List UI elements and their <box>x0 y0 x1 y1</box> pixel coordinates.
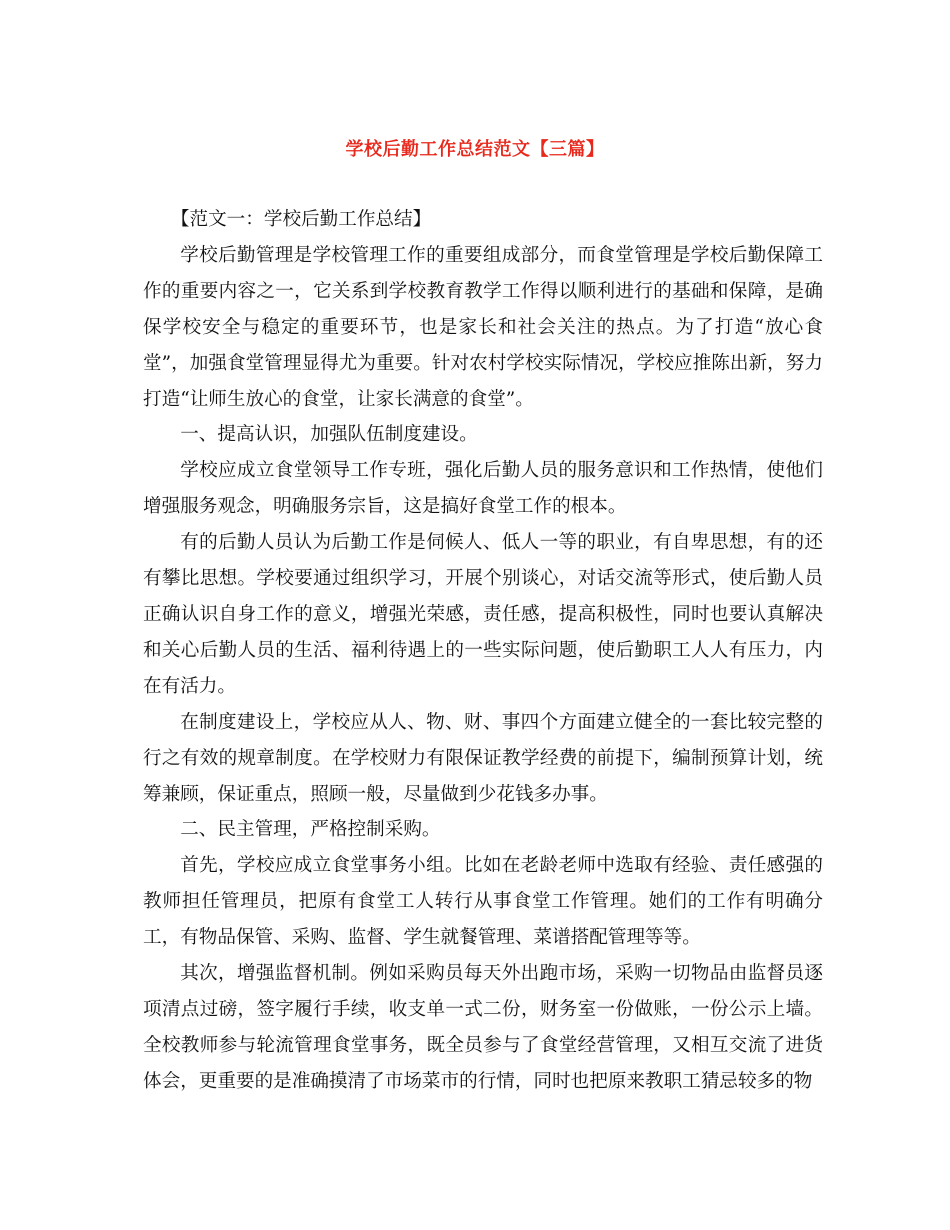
paragraph-rules-system: 在制度建设上，学校应从人、物、财、事四个方面建立健全的一套比较完整的行之有效的规章制度。在学校财力有限保证教学经费的前提下，编制预算计划，统筹兼顾，保证重点，照顾一般，尽量做到少花钱多办事。 <box>143 711 823 805</box>
section-heading-example-one: 【范文一：学校后勤工作总结】 <box>170 209 432 230</box>
paragraph-supervision: 其次，增强监督机制。例如采购员每天外出跑市场，采购一切物品由监督员逐项清点过磅，签字履行手续，收支单一式二份，财务室一份做账，一份公示上墙。全校教师参与轮流管理食堂事务，既全员参与了食堂经营管理，又相互交流了进货体会，更重要的是准确摸清了市场菜市的行情，同时也把原来教职工猜忌较多的物 <box>143 963 823 1092</box>
heading-point-two: 二、民主管理，严格控制采购。 <box>180 819 441 841</box>
paragraph-intro: 学校后勤管理是学校管理工作的重要组成部分，而食堂管理是学校后勤保障工作的重要内容之一，它关系到学校教育教学工作得以顺利进行的基础和保障，是确保学校安全与稳定的重要环节，也是家长和社会关注的热点。为了打造“放心食堂”，加强食堂管理显得尤为重要。针对农村学校实际情况，学校应推陈出新，努力打造“让师生放心的食堂，让家长满意的食堂”。 <box>143 244 823 410</box>
paragraph-affairs-group: 首先，学校应成立食堂事务小组。比如在老龄老师中选取有经验、责任感强的教师担任管理员，把原有食堂工人转行从事食堂工作管理。她们的工作有明确分工，有物品保管、采购、监督、学生就餐管理、菜谱搭配管理等等。 <box>143 855 823 949</box>
heading-point-one: 一、提高认识，加强队伍制度建设。 <box>180 424 478 446</box>
document-body <box>143 202 823 1100</box>
document-title: 学校后勤工作总结范文【三篇】 <box>345 139 605 160</box>
paragraph-staff-attitude: 有的后勤人员认为后勤工作是伺候人、低人一等的职业，有自卑思想，有的还有攀比思想。学校要通过组织学习，开展个别谈心，对话交流等形式，使后勤人员正确认识自身工作的意义，增强光荣感，责任感，提高积极性，同时也要认真解决和关心后勤人员的生活、福利待遇上的一些实际问题，使后勤职工人人有压力，内在有活力。 <box>143 532 823 697</box>
paragraph-leadership-team: 学校应成立食堂领导工作专班，强化后勤人员的服务意识和工作热情，使他们增强服务观念，明确服务宗旨，这是搞好食堂工作的根本。 <box>143 460 823 518</box>
